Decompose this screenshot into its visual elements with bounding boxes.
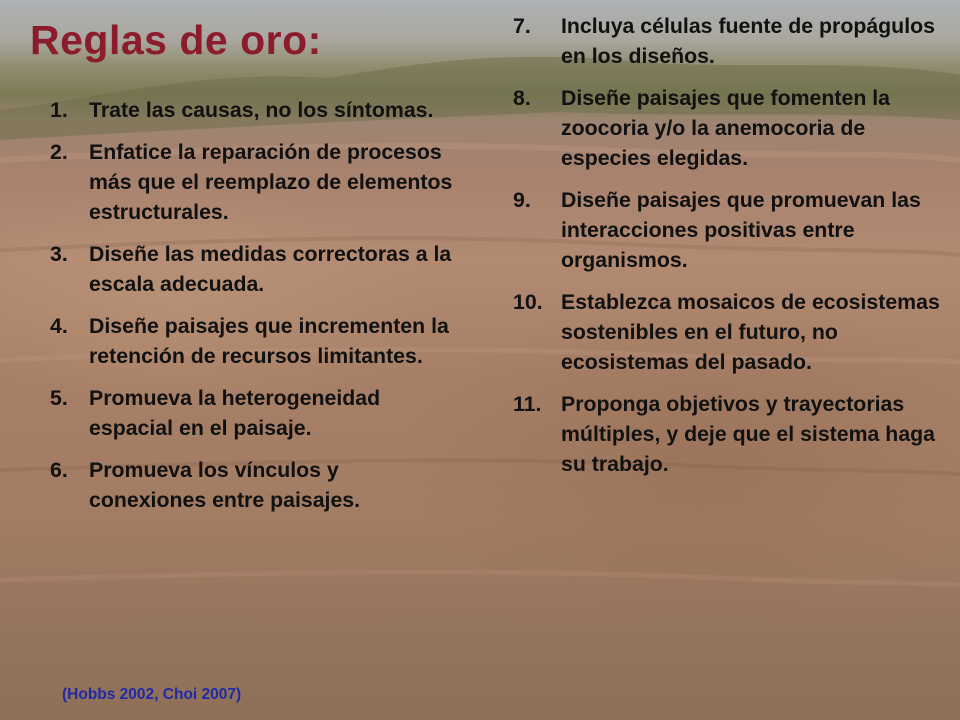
rule-text: Establezca mosaicos de ecosistemas sostenibles en el futuro, no ecosistemas del pasado. — [561, 290, 940, 374]
rule-number: 1. — [50, 98, 68, 122]
rule-text: Promueva los vínculos y conexiones entre paisajes. — [89, 458, 361, 512]
rule-number: 5. — [50, 386, 68, 410]
list-item — [50, 137, 460, 227]
rule-text: Promueva la heterogeneidad espacial en el paisaje. — [89, 386, 381, 440]
rule-number: 3. — [50, 242, 68, 266]
list-item — [50, 95, 460, 125]
list-item — [513, 83, 943, 173]
rule-number: 7. — [513, 14, 531, 38]
list-item — [513, 185, 943, 275]
rules-list-left — [50, 95, 460, 527]
rule-text: Diseñe paisajes que incrementen la retención de recursos limitantes. — [89, 314, 449, 368]
rule-text: Diseñe paisajes que promuevan las interacciones positivas entre organismos. — [561, 188, 921, 272]
list-item — [50, 311, 460, 371]
rule-number: 11. — [513, 392, 542, 416]
rule-number: 10. — [513, 290, 543, 314]
rule-number: 4. — [50, 314, 68, 338]
list-item — [513, 11, 943, 71]
list-item — [50, 239, 460, 299]
rule-number: 9. — [513, 188, 531, 212]
rule-number: 2. — [50, 140, 68, 164]
slide-title: Reglas de oro: — [30, 17, 322, 63]
rule-text: Diseñe paisajes que fomenten la zoocoria y/o la anemocoria de especies elegidas. — [561, 86, 891, 170]
rule-text: Proponga objetivos y trayectorias múltiples, y deje que el sistema haga su trabajo. — [561, 392, 936, 476]
list-item — [513, 287, 943, 377]
rule-text: Incluya células fuente de propágulos en los diseños. — [561, 14, 935, 68]
list-item — [50, 383, 460, 443]
rule-number: 8. — [513, 86, 531, 110]
rule-number: 6. — [50, 458, 68, 482]
list-item — [513, 389, 943, 479]
rules-list-right — [513, 11, 943, 491]
rule-text: Trate las causas, no los síntomas. — [89, 98, 434, 122]
rule-text: Enfatice la reparación de procesos más que el reemplazo de elementos estructurales. — [89, 140, 453, 224]
citation: (Hobbs 2002, Choi 2007) — [62, 686, 242, 703]
rule-text: Diseñe las medidas correctoras a la escala adecuada. — [89, 242, 452, 296]
list-item — [50, 455, 460, 515]
